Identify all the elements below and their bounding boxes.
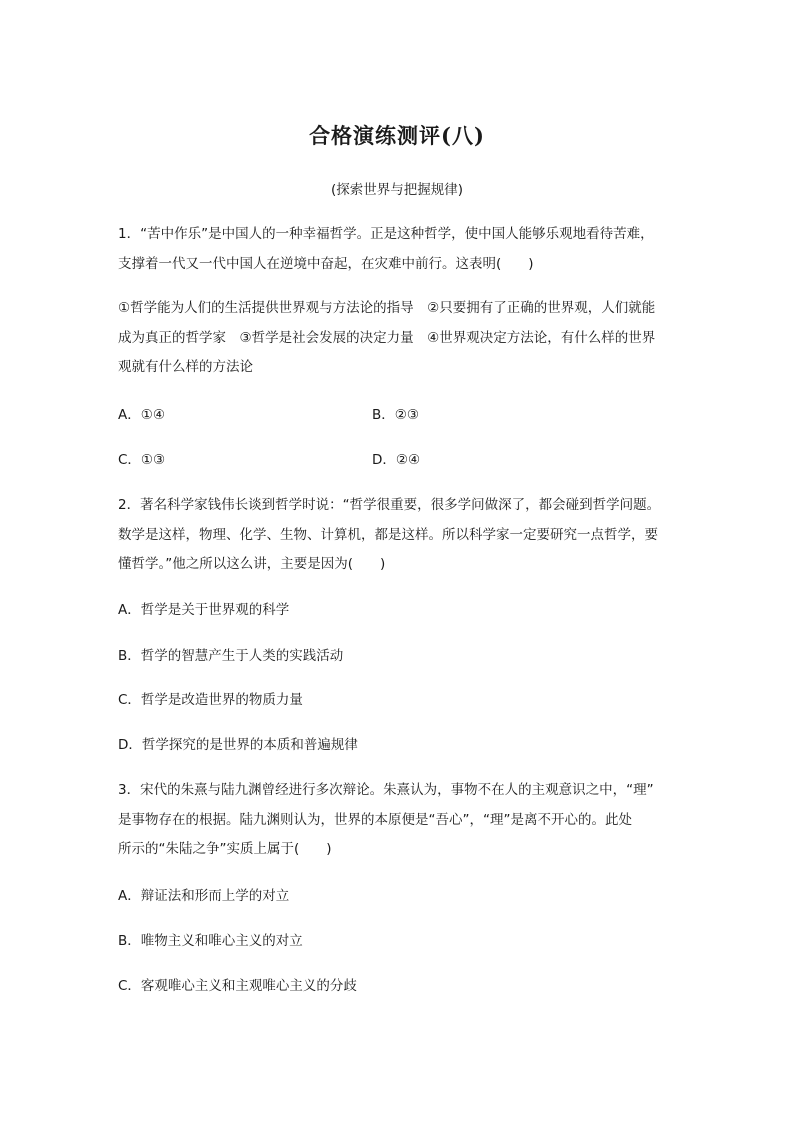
question-2-option-c: C．哲学是改造世界的物质力量 <box>118 692 303 708</box>
question-1-option-a: A．①④ <box>118 407 165 423</box>
question-3-option-b: B．唯物主义和唯心主义的对立 <box>118 933 303 949</box>
question-3-option-a: A．辩证法和形而上学的对立 <box>118 888 290 904</box>
question-1-option-d: D．②④ <box>372 452 421 468</box>
question-3-stem <box>118 776 678 865</box>
question-3-stem-line: 3．宋代的朱熹与陆九渊曾经进行多次辩论。朱熹认为，事物不在人的主观意识之中，“理” <box>118 782 654 798</box>
question-2-stem <box>118 491 678 580</box>
question-1-statement-line: ①哲学能为人们的生活提供世界观与方法论的指导 ②只要拥有了正确的世界观，人们就能 <box>118 300 656 316</box>
page-title: 合格演练测评(八) <box>309 123 485 148</box>
question-1-stem-line: 支撑着一代又一代中国人在逆境中奋起，在灾难中前行。这表明( ) <box>118 255 534 272</box>
question-1-statement-line: 成为真正的哲学家 ③哲学是社会发展的决定力量 ④世界观决定方法论，有什么样的世界 <box>118 329 656 346</box>
question-1-option-b: B．②③ <box>372 407 419 423</box>
question-3-stem-line: 所示的“朱陆之争”实质上属于( ) <box>118 841 332 857</box>
question-1-stem-line: 1．“苦中作乐”是中国人的一种幸福哲学。正是这种哲学，使中国人能够乐观地看待苦难， <box>118 226 654 242</box>
page-subtitle: (探索世界与把握规律) <box>330 182 464 198</box>
question-2-stem-line: 数学是这样，物理、化学、生物、计算机，都是这样。所以科学家一定要研究一点哲学，要 <box>118 526 658 543</box>
question-1-option-c: C．①③ <box>118 452 166 468</box>
question-2-stem-line: 懂哲学。”他之所以这么讲，主要是因为( ) <box>118 556 386 572</box>
question-1-statement-line: 观就有什么样的方法论 <box>118 359 253 375</box>
question-2-option-b: B．哲学的智慧产生于人类的实践活动 <box>118 648 344 664</box>
question-2-option-a: A．哲学是关于世界观的科学 <box>118 602 290 618</box>
question-1-stem <box>118 220 678 279</box>
question-2-stem-line: 2．著名科学家钱伟长谈到哲学时说：“哲学很重要，很多学问做深了，都会碰到哲学问题。 <box>118 497 661 513</box>
question-3-stem-line: 是事物存在的根据。陆九渊则认为，世界的本原便是“吾心”，“理”是离不开心的。此处 <box>118 811 632 828</box>
question-1-statements <box>118 294 678 383</box>
question-3-option-c: C．客观唯心主义和主观唯心主义的分歧 <box>118 978 357 994</box>
question-2-option-d: D．哲学探究的是世界的本质和普遍规律 <box>118 737 358 753</box>
